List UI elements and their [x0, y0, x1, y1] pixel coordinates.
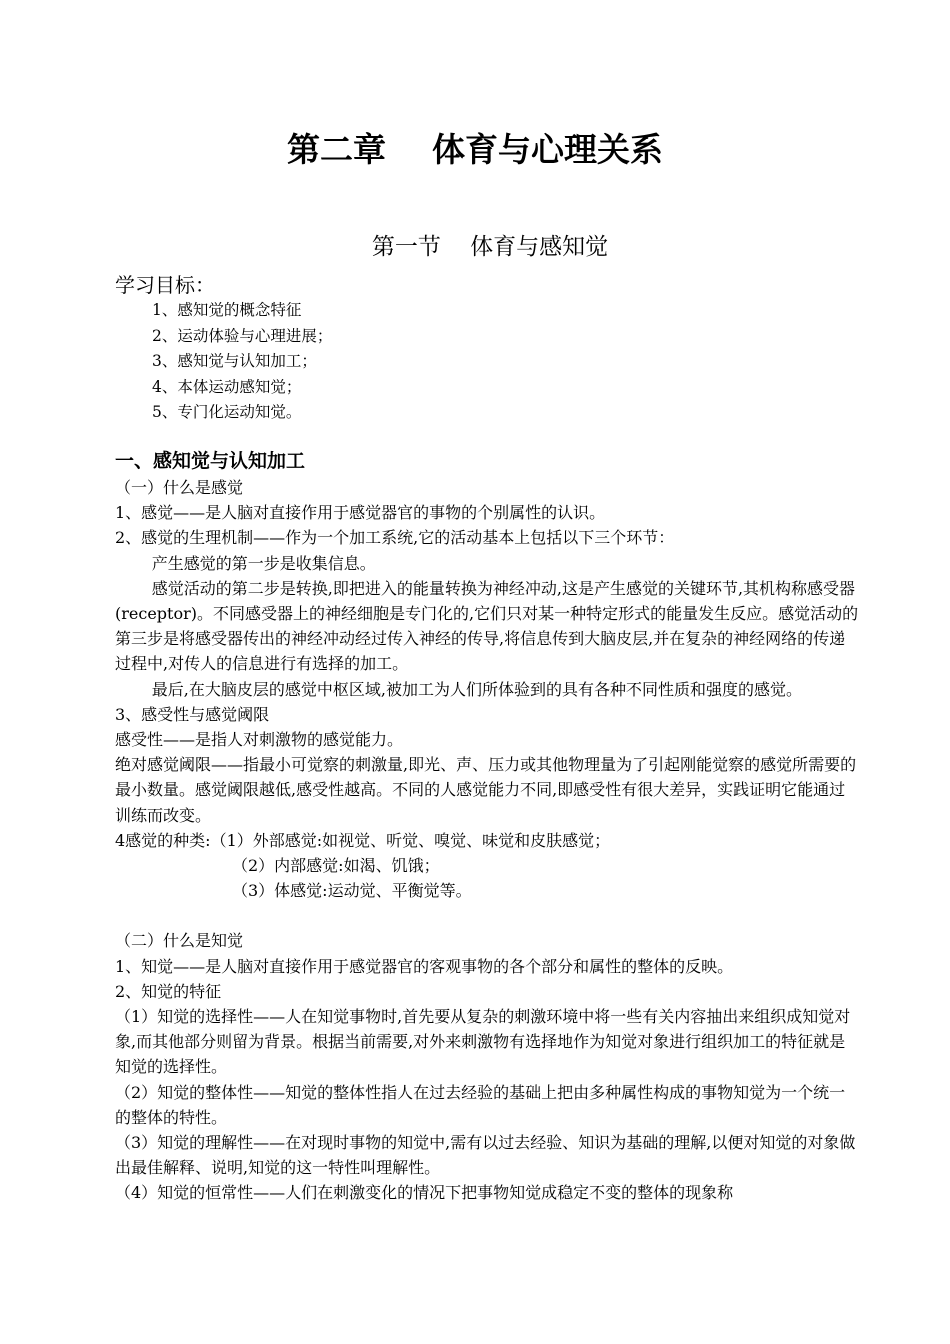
- learning-goal-item: 1、感知觉的概念特征: [152, 301, 302, 319]
- absolute-threshold-definition: 绝对感觉阈限——指最小可觉察的刺激量,即光、声、压力或其他物理量为了引起刚能觉察的感觉所需要的最小数量。感觉阈限越低,感受性越高。不同的人感觉能力不同,即感受性有很大差异，实践证明它能通过训练而改变。: [115, 755, 857, 825]
- chapter-title: 第二章 体育与心理关系: [287, 130, 663, 169]
- perception-feature-selectivity: （1）知觉的选择性——人在知觉事物时,首先要从复杂的刺激环境中将一些有关内容抽出来组织成知觉对象,而其他部分则留为背景。根据当前需要,对外来刺激物有选择地作为知觉对象进行组织加工的特征就是知觉的选择性。: [115, 1007, 851, 1077]
- perception-heading: （二）什么是知觉: [115, 931, 244, 951]
- perception-definition: 1、知觉——是人脑对直接作用于感觉器官的客观事物的各个部分和属性的整体的反映。: [115, 956, 734, 976]
- perception-feature-integrity: （2）知觉的整体性——知觉的整体性指人在过去经验的基础上把由多种属性构成的事物知觉为一个统一的整体的特性。: [115, 1082, 846, 1127]
- learning-goal-item: 5、专门化运动知觉。: [152, 403, 302, 421]
- learning-goals-heading: 学习目标：: [115, 273, 215, 297]
- sensitivity-definition: 感受性——是指人对刺激物的感觉能力。: [115, 730, 404, 750]
- learning-goals-list: [152, 298, 332, 426]
- part1-heading: 一、感知觉与认知加工: [115, 450, 306, 472]
- sensation-definition: 1、感觉——是人脑对直接作用于感觉器官的事物的个别属性的认识。: [115, 503, 606, 523]
- sensation-step-2: 感觉活动的第二步是转换,即把进入的能量转换为神经冲动,这是产生感觉的关键环节,其机构称感受器(receptor)。不同感受器上的神经细胞是专门化的,它们只对某一种特定形式的能量发生反应。感觉活动的第三步是将感受器传出的神经冲动经过传入神经的传导,将信息传到大脑皮层,并在复杂的神经网络的传递过程中,对传人的信息进行有选择的加工。: [115, 578, 859, 674]
- learning-goal-item: 4、本体运动感知觉；: [152, 377, 302, 396]
- body-text: [115, 447, 860, 1206]
- spacer: [115, 903, 860, 928]
- section-title: 第一节 体育与感知觉: [371, 234, 609, 260]
- sensitivity-heading: 3、感受性与感觉阈限: [115, 704, 270, 724]
- sensation-types-2: （2）内部感觉:如渴、饥饿；: [232, 856, 440, 876]
- sensation-types-1: 4感觉的种类:（1）外部感觉:如视觉、听觉、嗅觉、味觉和皮肤感觉；: [115, 830, 611, 850]
- sensation-step-final: 最后,在大脑皮层的感觉中枢区域,被加工为人们所体验到的具有各种不同性质和强度的感觉。: [151, 679, 802, 699]
- sensation-mechanism: 2、感觉的生理机制——作为一个加工系统,它的活动基本上包括以下三个环节：: [115, 528, 675, 548]
- learning-goal-item: 3、感知觉与认知加工；: [152, 352, 317, 370]
- learning-goal-item: 2、运动体验与心理进展；: [152, 326, 333, 345]
- perception-feature-understanding: （3）知觉的理解性——在对现时事物的知觉中,需有以过去经验、知识为基础的理解,以便对知觉的对象做出最佳解释、说明,知觉的这一特性叫理解性。: [115, 1133, 856, 1178]
- perception-features-heading: 2、知觉的特征: [115, 981, 222, 1001]
- sensation-step-1: 产生感觉的第一步是收集信息。: [151, 553, 376, 573]
- sensation-types-3: （3）体感觉:运动觉、平衡觉等。: [232, 881, 472, 901]
- perception-feature-constancy: （4）知觉的恒常性——人们在刺激变化的情况下把事物知觉成稳定不变的整体的现象称: [115, 1183, 734, 1203]
- sensation-heading: （一）什么是感觉: [115, 478, 244, 497]
